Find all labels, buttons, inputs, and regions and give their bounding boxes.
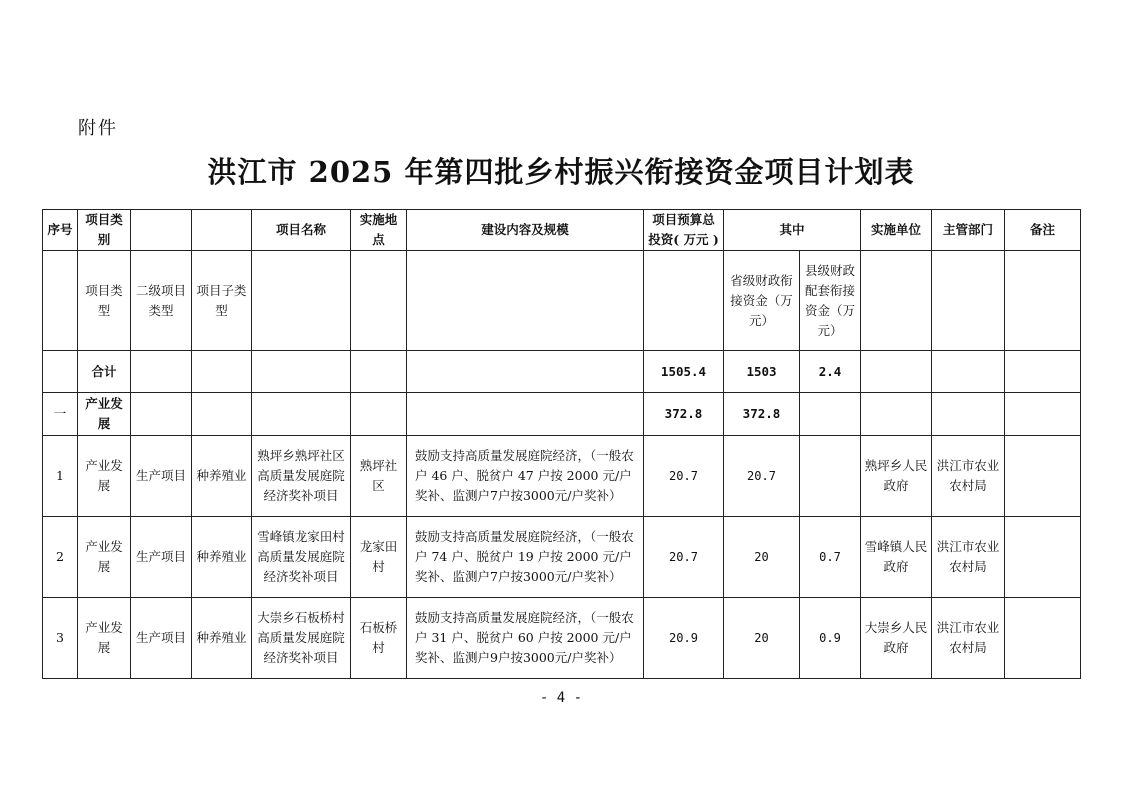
section-seq: 一 (43, 393, 78, 436)
header-seq: 序号 (43, 210, 78, 251)
row-seq: 1 (43, 436, 78, 517)
row-county: 0.7 (800, 517, 861, 598)
row-budget: 20.9 (644, 598, 724, 679)
subheader-subtype: 项目子类型 (192, 251, 252, 351)
row-type: 产业发展 (78, 517, 131, 598)
row-type: 产业发展 (78, 598, 131, 679)
total-provincial: 1503 (724, 351, 800, 393)
subheader-level2: 二级项目类型 (131, 251, 192, 351)
row-project-name: 大崇乡石板桥村高质量发展庭院经济奖补项目 (252, 598, 351, 679)
row-location: 龙家田村 (351, 517, 407, 598)
row-type: 产业发展 (78, 436, 131, 517)
row-level2: 生产项目 (131, 517, 192, 598)
section-provincial: 372.8 (724, 393, 800, 436)
total-budget: 1505.4 (644, 351, 724, 393)
header-among: 其中 (724, 210, 861, 251)
total-label: 合计 (78, 351, 131, 393)
header-budget: 项目预算总投资( 万元 ) (644, 210, 724, 251)
section-row (43, 393, 1081, 436)
row-location: 石板桥村 (351, 598, 407, 679)
header-remarks: 备注 (1005, 210, 1081, 251)
row-authority: 洪江市农业农村局 (932, 436, 1005, 517)
row-impl-unit: 雪峰镇人民政府 (861, 517, 932, 598)
header-location: 实施地点 (351, 210, 407, 251)
row-authority: 洪江市农业农村局 (932, 517, 1005, 598)
row-project-name: 雪峰镇龙家田村高质量发展庭院经济奖补项目 (252, 517, 351, 598)
row-remarks (1005, 517, 1081, 598)
header-category: 项目类别 (78, 210, 131, 251)
header-impl-unit: 实施单位 (861, 210, 932, 251)
table-row (43, 598, 1081, 679)
row-remarks (1005, 436, 1081, 517)
header-content: 建设内容及规模 (407, 210, 644, 251)
row-content: 鼓励支持高质量发展庭院经济，（一般农户 74 户、脱贫户 19 户按 2000 元/户奖补、监测户7户按3000元/户奖补） (407, 517, 644, 598)
row-remarks (1005, 598, 1081, 679)
page-number: - 4 - (539, 690, 583, 706)
row-level2: 生产项目 (131, 436, 192, 517)
total-county: 2.4 (800, 351, 861, 393)
row-budget: 20.7 (644, 517, 724, 598)
row-budget: 20.7 (644, 436, 724, 517)
row-seq: 3 (43, 598, 78, 679)
header-authority: 主管部门 (932, 210, 1005, 251)
row-impl-unit: 熟坪乡人民政府 (861, 436, 932, 517)
row-provincial: 20 (724, 598, 800, 679)
row-project-name: 熟坪乡熟坪社区高质量发展庭院经济奖补项目 (252, 436, 351, 517)
subheader-county: 县级财政配套衔接资金（万元） (800, 251, 861, 351)
row-county (800, 436, 861, 517)
subheader-provincial: 省级财政衔接资金（万元） (724, 251, 800, 351)
header-row (43, 210, 1081, 251)
total-row (43, 351, 1081, 393)
subheader-row (43, 251, 1081, 351)
document-title: 洪江市 2025 年第四批乡村振兴衔接资金项目计划表 (207, 155, 915, 189)
section-label: 产业发展 (78, 393, 131, 436)
table-row (43, 436, 1081, 517)
row-authority: 洪江市农业农村局 (932, 598, 1005, 679)
row-provincial: 20.7 (724, 436, 800, 517)
table-row (43, 517, 1081, 598)
row-subtype: 种养殖业 (192, 517, 252, 598)
row-level2: 生产项目 (131, 598, 192, 679)
attachment-label: 附件 (78, 118, 118, 139)
row-seq: 2 (43, 517, 78, 598)
row-content: 鼓励支持高质量发展庭院经济，（一般农户 31 户、脱贫户 60 户按 2000 元/户奖补、监测户9户按3000元/户奖补） (407, 598, 644, 679)
row-county: 0.9 (800, 598, 861, 679)
row-location: 熟坪社区 (351, 436, 407, 517)
section-budget: 372.8 (644, 393, 724, 436)
row-subtype: 种养殖业 (192, 598, 252, 679)
subheader-type: 项目类型 (78, 251, 131, 351)
row-subtype: 种养殖业 (192, 436, 252, 517)
header-project-name: 项目名称 (252, 210, 351, 251)
row-provincial: 20 (724, 517, 800, 598)
row-impl-unit: 大崇乡人民政府 (861, 598, 932, 679)
row-content: 鼓励支持高质量发展庭院经济，（一般农户 46 户、脱贫户 47 户按 2000 元/户奖补、监测户7户按3000元/户奖补） (407, 436, 644, 517)
project-plan-table (42, 209, 1081, 679)
